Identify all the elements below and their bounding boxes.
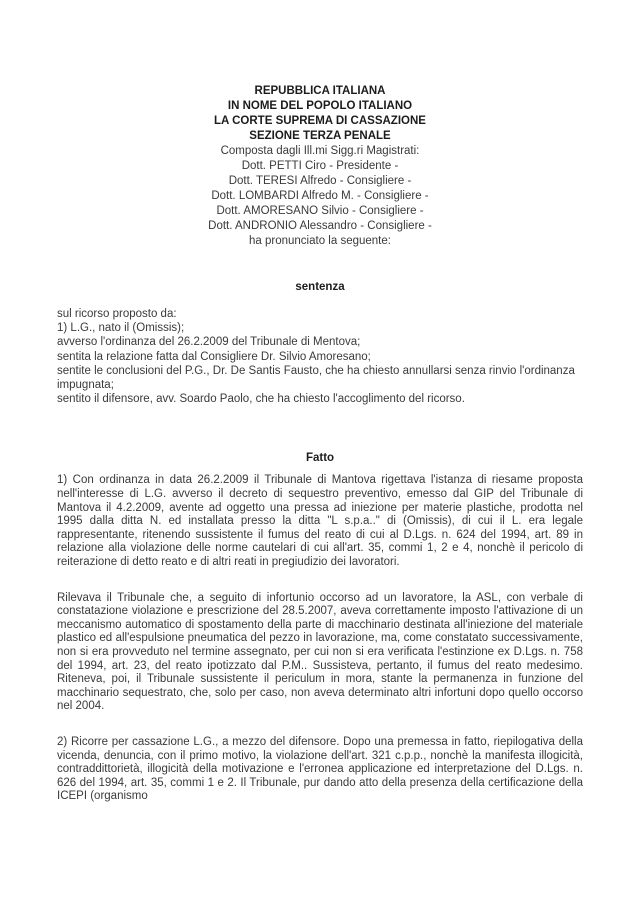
ricorso-line-intro: sul ricorso proposto da: — [57, 308, 177, 320]
pronouncement-line: ha pronunciato la seguente: — [249, 235, 391, 247]
court-title-line-3: LA CORTE SUPREMA DI CASSAZIONE — [214, 115, 426, 127]
judge-line-consigliere-4: Dott. ANDRONIO Alessandro - Consigliere - — [208, 220, 432, 232]
fatto-paragraph-1: 1) Con ordinanza in data 26.2.2009 il Tribunale di Mantova rigettava l'istanza di riesame proposta nell'interesse di L.G. avverso il decreto di sequestro preventivo, emesso dal GIP del Tribunale di Mantova il 4.2.2009, avente ad oggetto una pressa ad iniezione per materie plastiche, prodotta nel 1995 dalla ditta N. ed installata presso la ditta "L s.p.a.." di (Omissis), di cui il L. era legale rappresentante, ritenendo sussistente il fumus del reato di cui al D.Lgs. n. 624 del 1994, art. 89 in relazione alla violazione delle norme cautelari di cui all'art. 35, commi 1, 2 e 4, nonchè il pericolo di reiterazione di detto reato e di altri reati in pregiudizio dei lavoratori. — [57, 474, 583, 568]
court-header — [57, 84, 583, 249]
judge-line-consigliere-2: Dott. LOMBARDI Alfredo M. - Consigliere - — [211, 190, 429, 202]
ricorso-line-ordinanza: avverso l'ordinanza del 26.2.2009 del Tribunale di Mentova; — [57, 336, 361, 349]
panel-composition-line: Composta dagli Ill.mi Sigg.ri Magistrati: — [220, 145, 420, 157]
court-title-line-1: REPUBBLICA ITALIANA — [254, 85, 386, 97]
fatto-paragraph-2: Rilevava il Tribunale che, a seguito di infortunio occorso ad un lavoratore, la ASL, con verbale di constatazione violazione e prescrizione del 28.5.2007, aveva correttamente imposto l'attivazione di un meccanismo automatico di spostamento della parte di macchinario destinata all'iniezione del materiale plastico ed all'espulsione pneumatica del pezzo in lavorazione, ma, come constatato successivamente, non si era provveduto nel termine assegnato, per cui non si era verificata l'estinzione ex D.Lgs. n. 758 del 1994, art. 23, del reato ipotizzato dal P.M.. Sussisteva, pertanto, il fumus del reato medesimo. Riteneva, poi, il Tribunale sussistente il periculum in mora, stante la permanenza in funzione del macchinario sequestrato, che, solo per caso, non aveva determinato altri infortuni dopo quello occorso nel 2004. — [57, 591, 583, 713]
judge-line-presidente: Dott. PETTI Ciro - Presidente - — [241, 160, 399, 172]
court-title-line-2: IN NOME DEL POPOLO ITALIANO — [227, 100, 413, 112]
ricorso-line-relazione: sentita la relazione fatta dal Consigliere Dr. Silvio Amoresano; — [57, 350, 371, 363]
judge-line-consigliere-1: Dott. TERESI Alfredo - Consigliere - — [228, 175, 412, 187]
judge-line-consigliere-3: Dott. AMORESANO Silvio - Consigliere - — [216, 205, 424, 217]
court-title-line-4: SEZIONE TERZA PENALE — [249, 130, 391, 142]
ricorso-line-ricorrente: 1) L.G., nato il (Omissis); — [57, 322, 185, 335]
ricorso-block — [57, 307, 583, 406]
ricorso-line-conclusioni-pg: sentite le conclusioni del P.G., Dr. De Santis Fausto, che ha chiesto annullarsi senza rinvio l'ordinanza impugnata; — [57, 364, 575, 392]
sentenza-heading: sentenza — [295, 281, 345, 293]
fatto-paragraph-3: 2) Ricorre per cassazione L.G., a mezzo del difensore. Dopo una premessa in fatto, riepilogativa della vicenda, denuncia, con il primo motivo, la violazione dell'art. 321 c.p.p., nonchè la manifesta illogicità, contraddittorietà, illogicità della motivazione e l'erronea applicazione ed interpretazione del D.Lgs. n. 626 del 1994, art. 35, commi 1 e 2. Il Tribunale, pur dando atto della presenza della certificazione della ICEPI (organismo — [57, 735, 583, 803]
ricorso-line-difensore: sentito il difensore, avv. Soardo Paolo, che ha chiesto l'accoglimento del ricorso. — [57, 393, 465, 406]
fatto-heading: Fatto — [305, 452, 335, 465]
